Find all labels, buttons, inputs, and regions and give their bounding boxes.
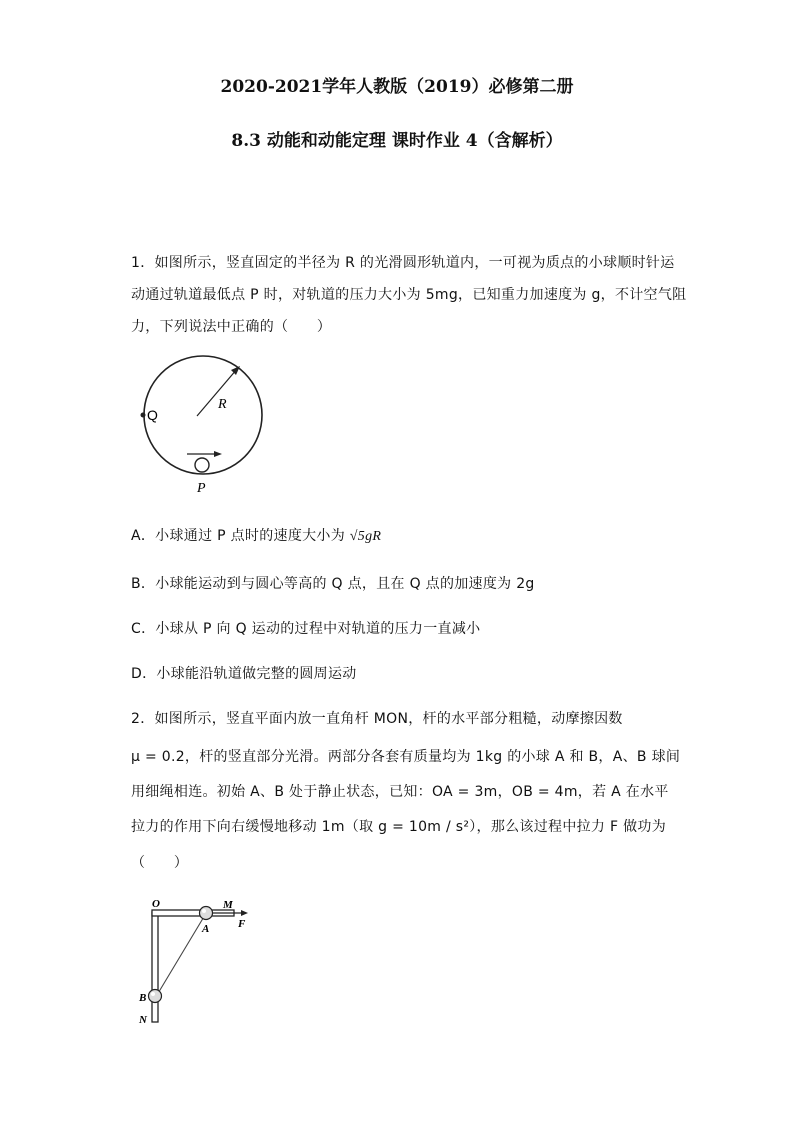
q1-stem-line3: 力，下列说法中正确的（ ） xyxy=(131,319,332,335)
q2-stem-line5: （ ） xyxy=(131,855,189,871)
q1-option-c: C．小球从 P 向 Q 运动的过程中对轨道的压力一直减小 xyxy=(131,621,481,637)
q2-stem-line1: 2．如图所示，竖直平面内放一直角杆 MON，杆的水平部分粗糙，动摩擦因数 xyxy=(131,711,623,727)
label-F: F xyxy=(238,918,246,930)
velocity-arrowhead xyxy=(214,451,222,457)
point-Q xyxy=(141,413,146,418)
q1-option-a-formula: √5gR xyxy=(349,529,382,544)
label-R: R xyxy=(218,397,227,412)
q2-right-angle-rod-figure xyxy=(135,895,265,1030)
circular-track xyxy=(144,356,262,474)
q1-option-a-text: A．小球通过 P 点时的速度大小为 xyxy=(131,528,350,544)
label-A: A xyxy=(202,923,210,935)
doc-title-line2: 8.3 动能和动能定理 课时作业 4（含解析） xyxy=(231,131,563,151)
ball-A-highlight xyxy=(202,909,206,913)
q2-stem-line2: μ = 0.2，杆的竖直部分光滑。两部分各套有质量均为 1kg 的小球 A 和 B，A、B 球间 xyxy=(131,749,681,765)
string xyxy=(157,915,205,995)
label-N: N xyxy=(139,1014,147,1026)
label-M: M xyxy=(223,899,233,911)
q1-option-b: B．小球能运动到与圆心等高的 Q 点，且在 Q 点的加速度为 2g xyxy=(131,576,535,592)
doc-title-line1: 2020-2021学年人教版（2019）必修第二册 xyxy=(220,77,574,97)
vertical-rod xyxy=(152,912,158,1022)
q1-circle-track-figure xyxy=(125,345,275,505)
ball-B-highlight xyxy=(151,992,155,996)
q2-stem-line3: 用细绳相连。初始 A、B 处于静止状态，已知：OA = 3m，OB = 4m，若 A 在水平 xyxy=(131,784,669,800)
q2-stem-line4: 拉力的作用下向右缓慢地移动 1m（取 g = 10m / s²），那么该过程中拉力 F 做功为 xyxy=(131,819,666,835)
ball-at-P xyxy=(195,458,209,472)
ball-B xyxy=(149,990,162,1003)
q1-option-d: D．小球能沿轨道做完整的圆周运动 xyxy=(131,666,357,682)
q1-option-a xyxy=(131,525,381,545)
force-arrowhead xyxy=(241,910,248,916)
q1-stem-line2: 动通过轨道最低点 P 时，对轨道的压力大小为 5mg，已知重力加速度为 g，不计空气阻 xyxy=(131,287,687,303)
radius-line xyxy=(197,369,237,416)
label-P: P xyxy=(197,481,206,496)
label-O: O xyxy=(152,898,160,910)
label-Q: Q xyxy=(147,407,158,423)
ball-A xyxy=(200,907,213,920)
label-B: B xyxy=(139,992,147,1004)
q1-stem-line1: 1．如图所示，竖直固定的半径为 R 的光滑圆形轨道内，一可视为质点的小球顺时针运 xyxy=(131,255,675,271)
